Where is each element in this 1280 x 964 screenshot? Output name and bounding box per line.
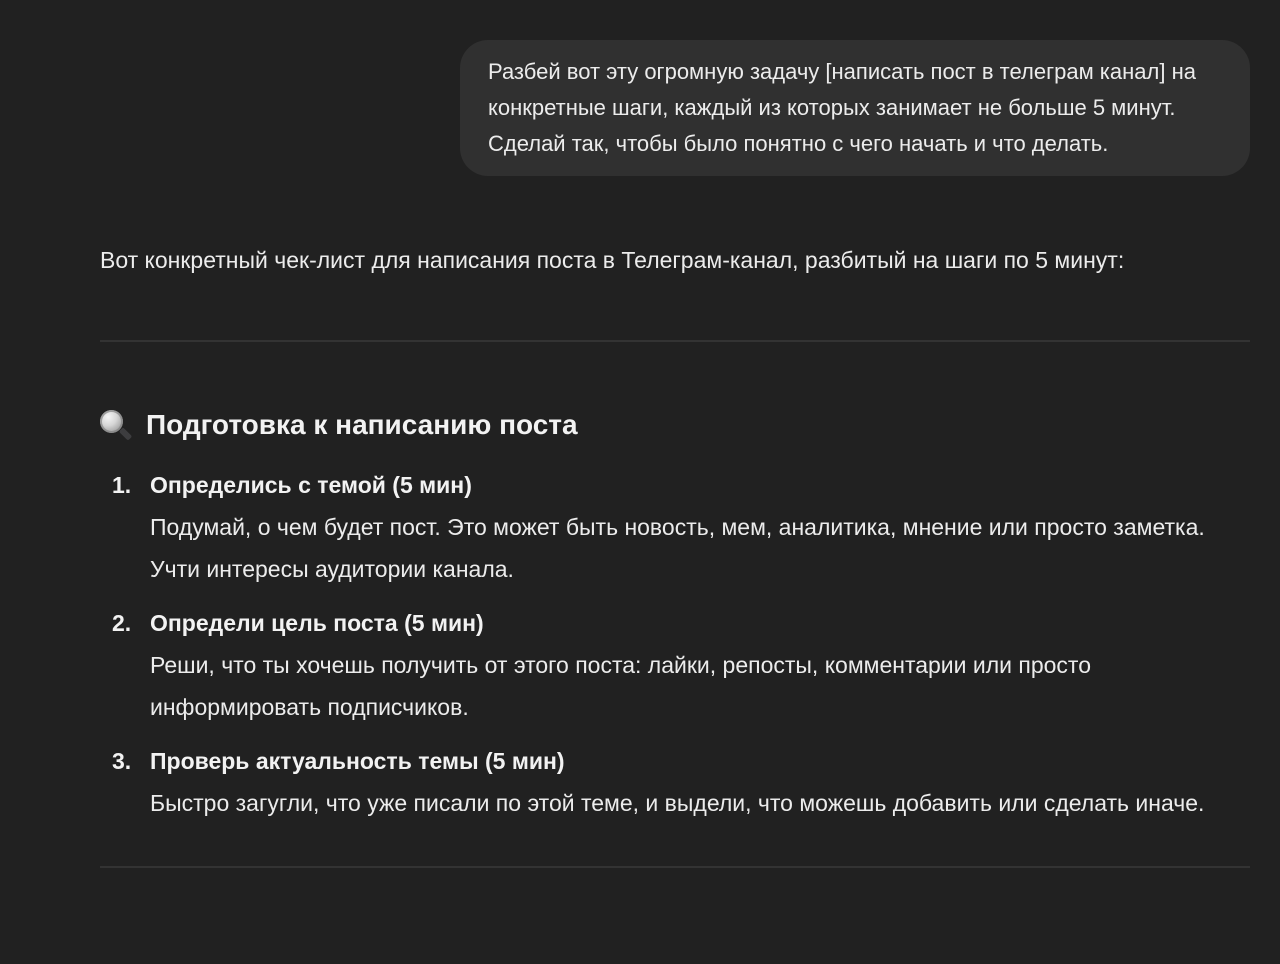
chat-content-column: [100, 0, 1250, 868]
magnifier-icon: [100, 408, 134, 442]
section-heading: [100, 408, 1250, 442]
list-item: [100, 464, 1250, 590]
list-item: [100, 602, 1250, 728]
step-description: Подумай, о чем будет пост. Это может быть новость, мем, аналитика, мнение или просто заметка. Учти интересы аудитории канала.: [150, 514, 1205, 582]
step-number: 1.: [112, 472, 132, 498]
section-heading-text: Подготовка к написанию поста: [146, 409, 578, 440]
step-content: [150, 464, 1250, 590]
step-content: [150, 740, 1250, 824]
bottom-divider: [100, 866, 1250, 868]
user-message-row: [100, 0, 1250, 176]
step-description: Быстро загугли, что уже писали по этой теме, и выдели, что можешь добавить или сделать иначе.: [150, 790, 1205, 816]
step-number: 2.: [112, 610, 132, 636]
step-title: Проверь актуальность темы (5 мин): [150, 748, 565, 774]
user-message-bubble: [460, 40, 1250, 176]
magnifier-handle: [119, 427, 132, 440]
step-title: Определись с темой (5 мин): [150, 472, 472, 498]
steps-list: [100, 464, 1250, 824]
assistant-intro-text: Вот конкретный чек-лист для написания поста в Телеграм-канал, разбитый на шаги по 5 минут:: [100, 247, 1125, 273]
assistant-message: [100, 242, 1250, 868]
section-divider: [100, 340, 1250, 342]
step-title: Определи цель поста (5 мин): [150, 610, 484, 636]
step-content: [150, 602, 1250, 728]
user-message-text: Разбей вот эту огромную задачу [написать пост в телеграм канал] на конкретные шаги, каждый из которых занимает не больше 5 минут. Сделай так, чтобы было понятно с чего начать и что делать.: [488, 59, 1196, 156]
list-item: [100, 740, 1250, 824]
step-description: Реши, что ты хочешь получить от этого поста: лайки, репосты, комментарии или просто информировать подписчиков.: [150, 652, 1092, 720]
step-number: 3.: [112, 748, 132, 774]
